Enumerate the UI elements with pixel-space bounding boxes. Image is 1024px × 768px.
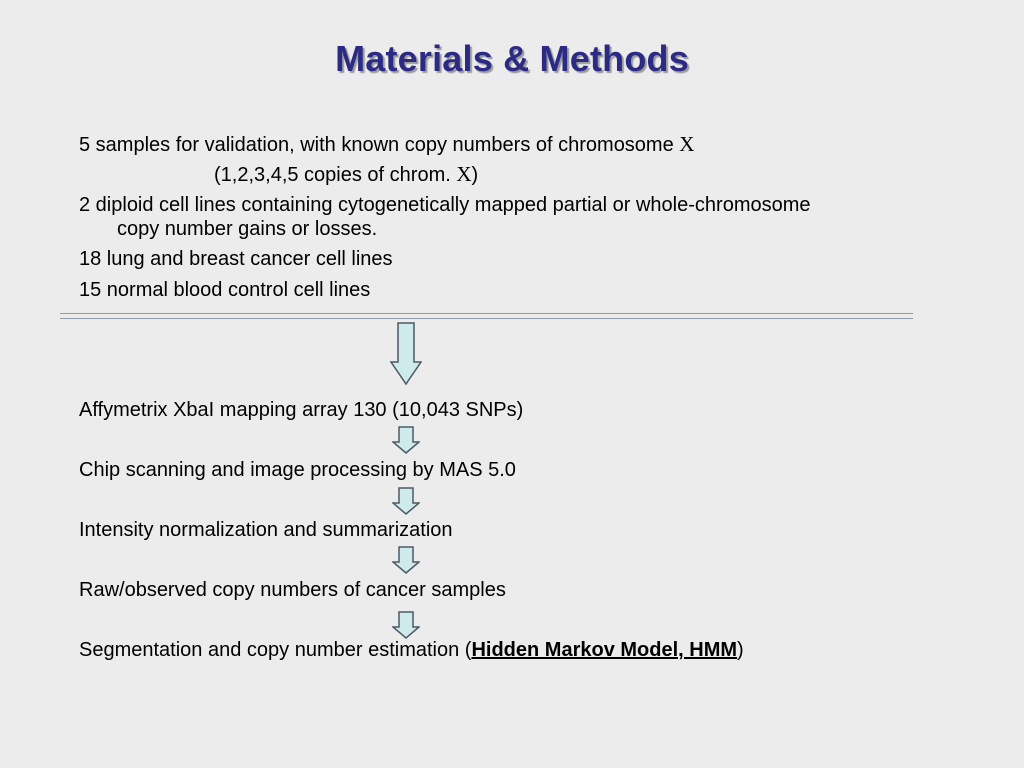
- samples-line-5: 15 normal blood control cell lines: [79, 279, 371, 301]
- down-arrow-icon: [392, 546, 420, 574]
- pipeline-step-5-suffix: ): [737, 639, 744, 661]
- pipeline-step-3: Intensity normalization and summarization: [79, 519, 453, 541]
- samples-line-3: 2 diploid cell lines containing cytogenetically mapped partial or whole-chromosome: [79, 194, 811, 216]
- slide-title: Materials & Methods: [335, 38, 689, 79]
- pipeline-step-5: [79, 638, 744, 662]
- samples-line-2: [214, 162, 478, 187]
- samples-line-3-continued: copy number gains or losses.: [117, 218, 378, 240]
- pipeline-step-2: Chip scanning and image processing by MAS 5.0: [79, 459, 516, 481]
- samples-line-1-text: 5 samples for validation, with known copy numbers of chromosome: [79, 134, 680, 156]
- pipeline-step-5-prefix: Segmentation and copy number estimation (: [79, 639, 472, 661]
- pipeline-step-1: Affymetrix XbaI mapping array 130 (10,043 SNPs): [79, 399, 524, 421]
- down-arrow-icon: [390, 322, 422, 386]
- samples-line-2-close: ): [471, 164, 479, 186]
- section-divider: [60, 313, 913, 319]
- down-arrow-icon: [392, 487, 420, 515]
- hmm-link[interactable]: Hidden Markov Model, HMM: [471, 639, 738, 661]
- samples-line-4: 18 lung and breast cancer cell lines: [79, 248, 393, 270]
- down-arrow-icon: [392, 611, 420, 639]
- samples-line-2-text: (1,2,3,4,5 copies of chrom.: [214, 164, 457, 186]
- samples-line-1: [79, 132, 694, 157]
- chromosome-x-label-2: X: [456, 162, 472, 186]
- chromosome-x-label: X: [679, 132, 695, 156]
- pipeline-step-4: Raw/observed copy numbers of cancer samples: [79, 579, 506, 601]
- down-arrow-icon: [392, 426, 420, 454]
